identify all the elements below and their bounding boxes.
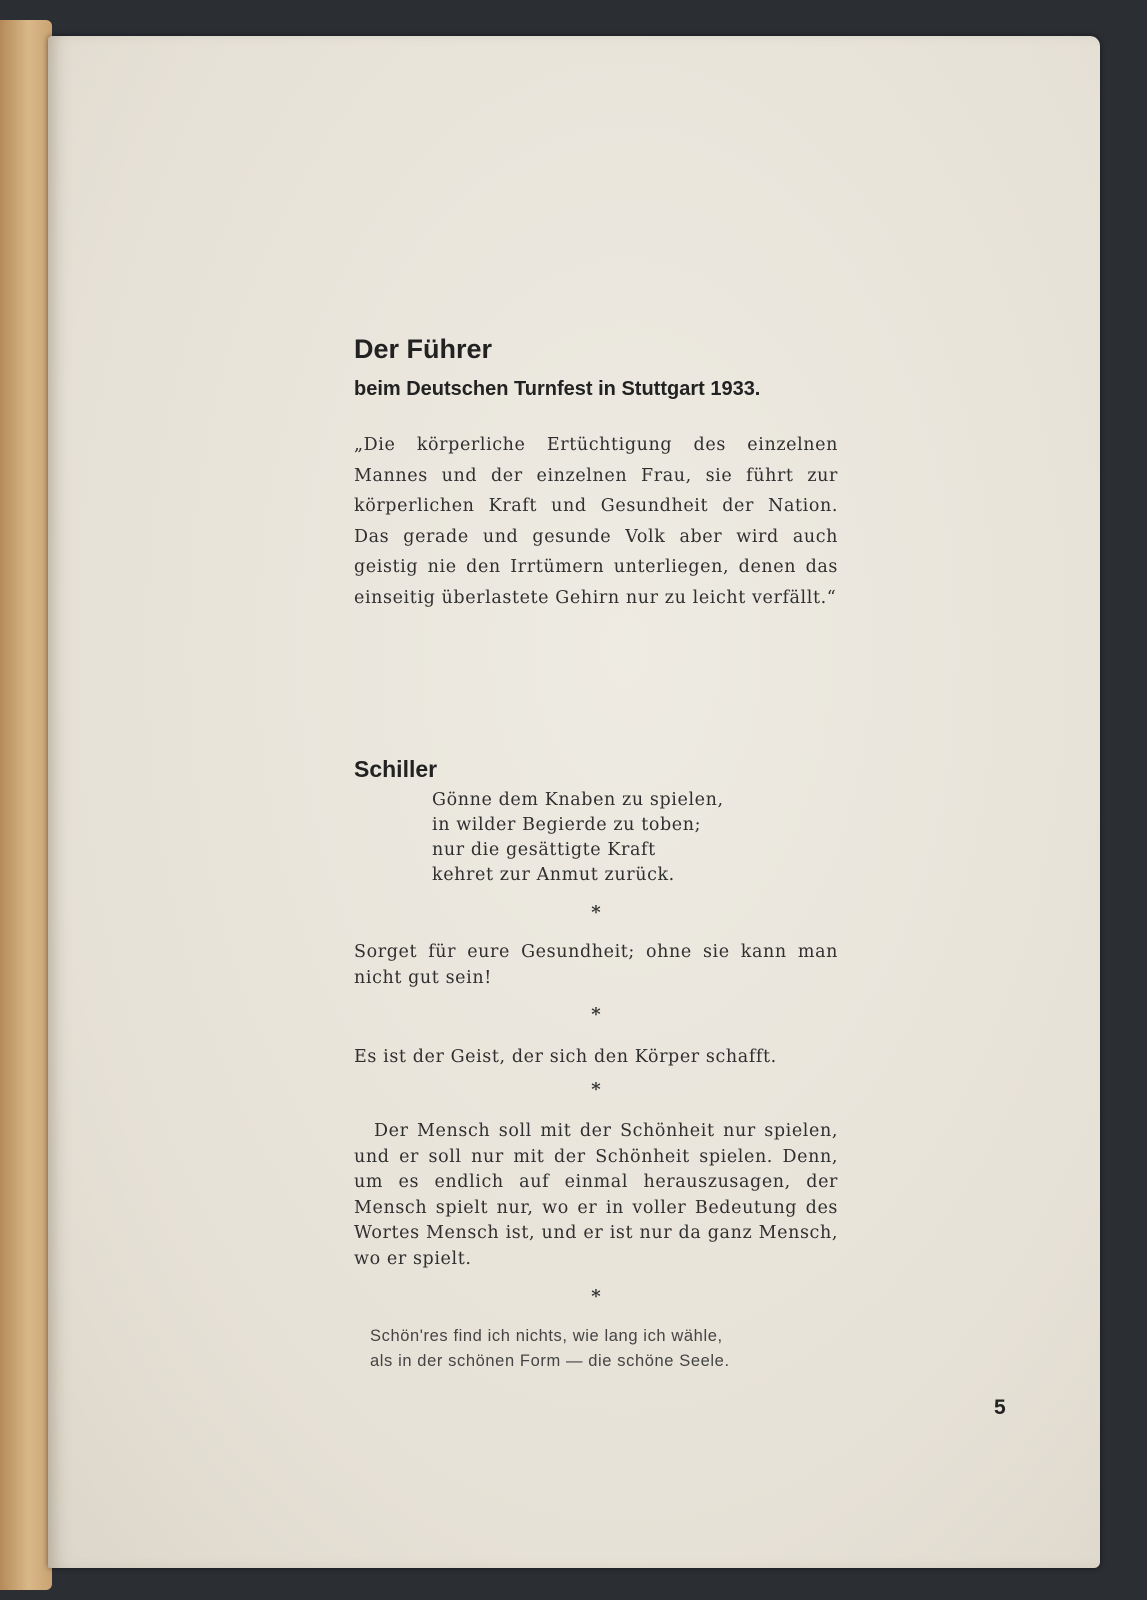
section-subtitle: beim Deutschen Turnfest in Stuttgart 1933. [354, 378, 761, 400]
passage-spirit: Es ist der Geist, der sich den Körper schafft. [354, 1047, 777, 1067]
passage-health: Sorget für eure Gesundheit; ohne sie kann man nicht gut sein! [354, 942, 838, 988]
book-page [48, 36, 1100, 1568]
poem-line: Gönne dem Knaben zu spielen, [432, 790, 724, 810]
poem-stanza [432, 788, 724, 888]
section-title-fuehrer: Der Führer [354, 334, 493, 364]
poem-line: nur die gesättigte Kraft [432, 840, 656, 860]
couplet-line: Schön'res find ich nichts, wie lang ich wähle, [370, 1327, 723, 1345]
page-number: 5 [994, 1396, 1006, 1419]
poem-line: in wilder Begierde zu toben; [432, 815, 702, 835]
previous-page-edge [0, 20, 52, 1590]
closing-couplet [370, 1324, 730, 1374]
poem-line: kehret zur Anmut zurück. [432, 865, 675, 885]
separator-star: * [591, 1079, 601, 1100]
passage-beauty: Der Mensch soll mit der Schönheit nur spielen, und er soll nur mit der Schönheit spielen. Denn, um es endlich auf einmal herauszusagen, der Mensch spielt nur, wo er in voller Bedeutung des Wortes Mensch ist, und er ist nur da ganz Mensch, wo er spielt. [354, 1121, 838, 1269]
couplet-line: als in der schönen Form — die schöne Seele. [370, 1352, 730, 1370]
section-title-schiller: Schiller [354, 756, 438, 782]
separator-star: * [591, 1286, 601, 1307]
separator-star: * [591, 1004, 601, 1025]
separator-star: * [591, 902, 601, 923]
quote-paragraph: „Die körperliche Ertüchtigung des einzelnen Mannes und der einzelnen Frau, sie führt zur körperlichen Kraft und Gesundheit der Nation. Das gerade und gesunde Volk aber wird auch geistig nie den Irrtümern unterliegen, denen das einseitig überlastete Gehirn nur zu leicht verfällt.“ [354, 435, 838, 608]
